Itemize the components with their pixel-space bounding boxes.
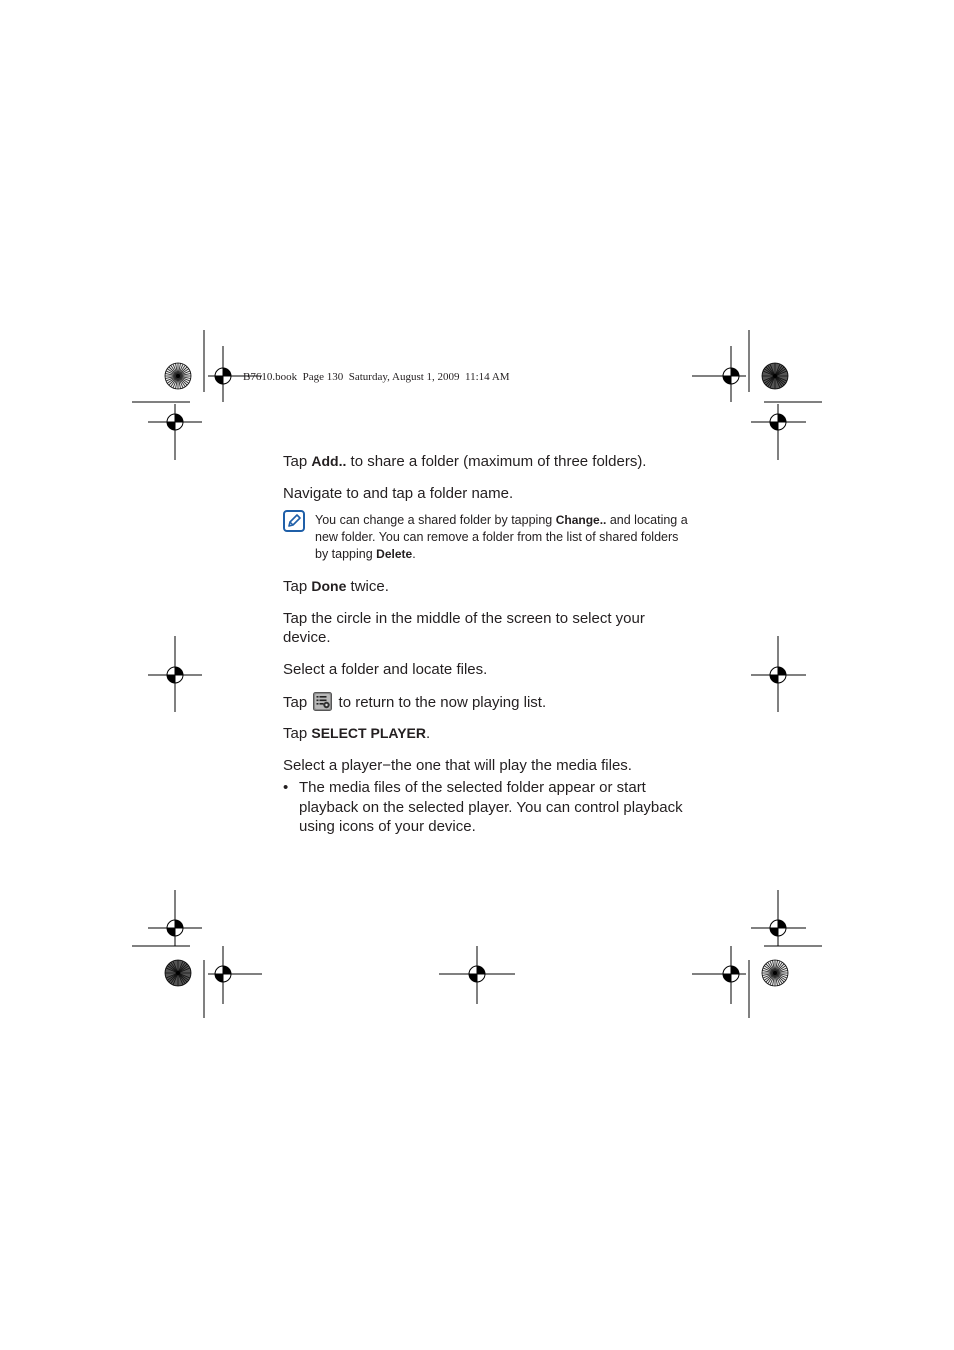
starburst-target-icon (165, 363, 191, 389)
delete-option: Delete (376, 547, 413, 561)
registration-mark-icon (723, 966, 739, 982)
step-text: Tap (283, 453, 312, 470)
registration-mark-icon (167, 920, 183, 936)
add-option: Add.. (311, 453, 347, 469)
step-text: . (425, 725, 431, 742)
step-select-device: Tap the circle in the middle of the screen to select your device. (283, 610, 645, 646)
note-text: . (412, 547, 416, 561)
registration-mark-icon (167, 414, 183, 430)
step-add-folder (283, 452, 646, 471)
note-text: You can change a shared folder by tapping (315, 513, 556, 527)
note-block (315, 512, 695, 563)
starburst-target-icon (165, 960, 191, 986)
select-player-option: SELECT PLAYER (311, 725, 426, 741)
registration-mark-icon (770, 667, 786, 683)
step-navigate: Navigate to and tap a folder name. (283, 485, 514, 502)
print-header: B7610.book Page 130 Saturday, August 1, 2009 11:14 AM (243, 371, 510, 383)
registration-mark-icon (770, 920, 786, 936)
done-option: Done (311, 578, 347, 594)
now-playing-list-icon (313, 692, 332, 711)
note-text: and locating a new folder. You can remove a folder from the list of shared folders by tapping (315, 513, 688, 561)
registration-mark-icon (167, 667, 183, 683)
step-text: to share a folder (maximum of three folders). (346, 453, 647, 470)
registration-mark-icon (770, 414, 786, 430)
registration-mark-icon (469, 966, 485, 982)
step-text: Tap (283, 694, 312, 711)
step-text: Tap (283, 725, 312, 742)
registration-mark-icon (215, 368, 231, 384)
step-select-player (283, 724, 430, 743)
note-pencil-icon (283, 510, 305, 532)
step-text: twice. (346, 578, 389, 595)
step-text: to return to the now playing list. (334, 694, 547, 711)
step-text: Tap (283, 578, 312, 595)
bullet-text: The media files of the selected folder appear or start playback on the selected player. You can control playback using icons of your device. (299, 779, 683, 835)
change-option: Change.. (555, 513, 607, 527)
step-select-folder: Select a folder and locate files. (283, 661, 488, 678)
step-done (283, 577, 389, 596)
bullet-dot: • (283, 779, 289, 796)
starburst-target-icon (762, 363, 788, 389)
step-choose-player: Select a player−the one that will play the media files. (283, 757, 632, 774)
step-return-list (283, 692, 546, 712)
starburst-target-icon (762, 960, 788, 986)
registration-mark-icon (723, 368, 739, 384)
registration-mark-icon (215, 966, 231, 982)
